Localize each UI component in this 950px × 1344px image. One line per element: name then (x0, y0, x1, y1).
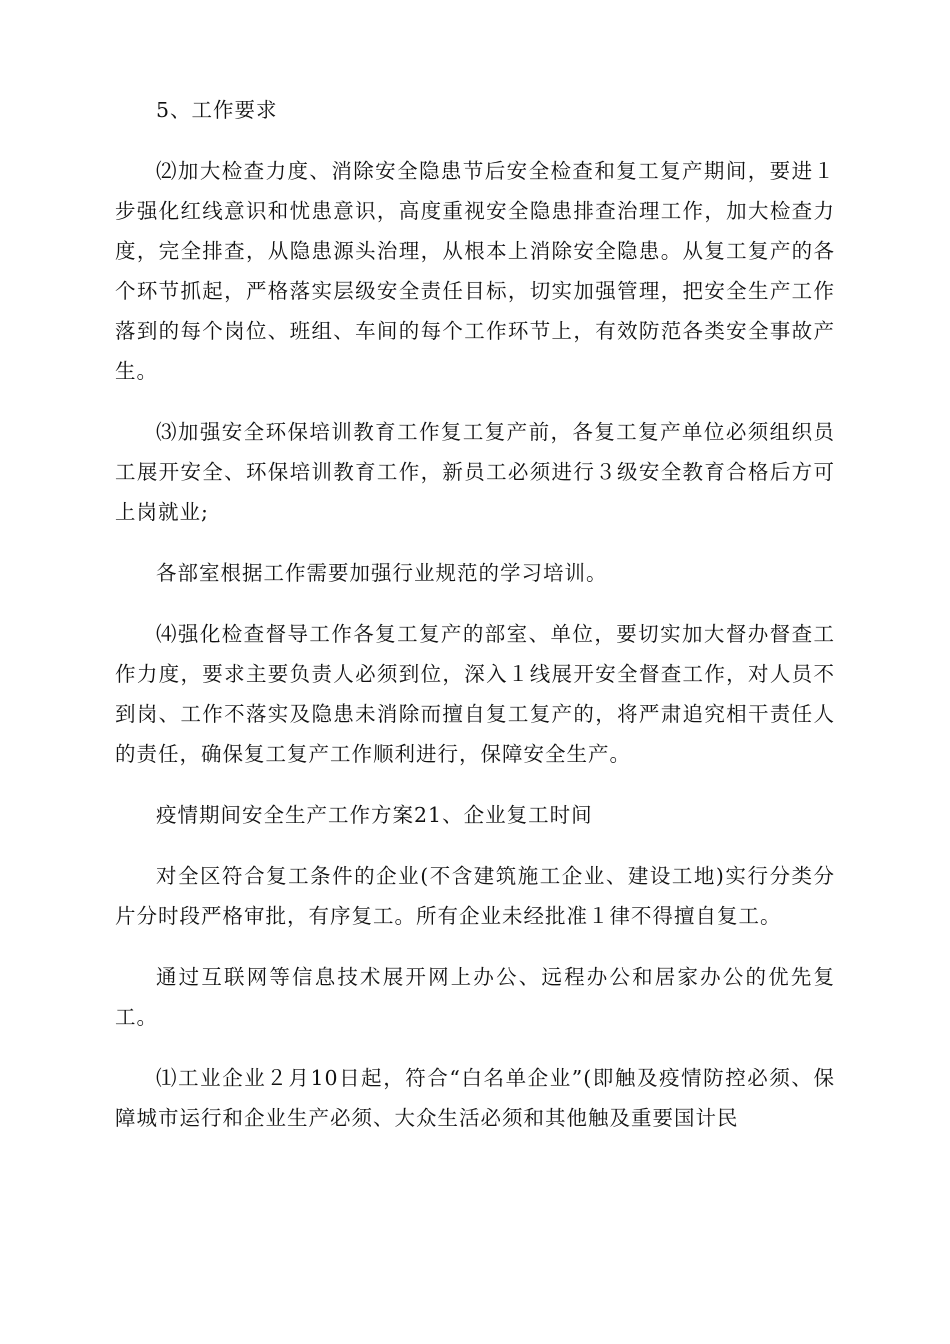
paragraph-supervision: ⑷强化检查督导工作各复工复产的部室、单位，要切实加大督办督查工作力度，要求主要负责人必须到位，深入１线展开安全督查工作，对人员不到岗、工作不落实及隐患未消除而擅自复工复产的，将严肃追究相干责任人的责任，确保复工复产工作顺利进行，保障安全生产。 (115, 622, 835, 766)
paragraph-department-training: 各部室根据工作需要加强行业规范的学习培训。 (156, 561, 608, 585)
paragraph-industrial: ⑴工业企业２月10日起，符合“白名单企业”(即触及疫情防控必须、保障城市运行和企业生产必须、大众生活必须和其他触及重要国计民 (115, 1066, 835, 1130)
document-body (115, 90, 835, 1159)
paragraph-inspection: ⑵加大检查力度、消除安全隐患节后安全检查和复工复产期间，要进１步强化红线意识和忧患意识，高度重视安全隐患排查治理工作，加大检查力度，完全排查，从隐患源头治理，从根本上消除安全隐患。从复工复产的各个环节抓起，严格落实层级安全责任目标，切实加强管理，把安全生产工作落到的每个岗位、班组、车间的每个工作环节上，有效防范各类安全事故产生。 (115, 159, 835, 383)
section-heading: 5、工作要求 (156, 98, 278, 122)
paragraph-approval: 对全区符合复工条件的企业(不含建筑施工企业、建设工地)实行分类分片分时段严格审批，有序复工。所有企业未经批准１律不得擅自复工。 (115, 864, 835, 928)
subsection-heading: 疫情期间安全生产工作方案21、企业复工时间 (156, 803, 593, 827)
paragraph-training: ⑶加强安全环保培训教育工作复工复产前，各复工复产单位必须组织员工展开安全、环保培训教育工作，新员工必须进行３级安全教育合格后方可上岗就业; (115, 420, 835, 524)
paragraph-remote-work: 通过互联网等信息技术展开网上办公、远程办公和居家办公的优先复工。 (115, 965, 835, 1029)
